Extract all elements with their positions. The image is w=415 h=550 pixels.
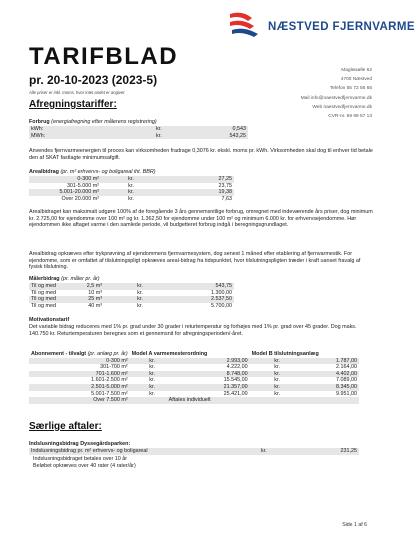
motiv-text: Det variable bidrag reduceres med 1% pr. grad under 30 grader i returtemperatur og forhøjes med 1% pr. grad over 45 grader. Dog maks. 140.750 kr. Returtemperaturen beregnes som et gennemsnit for afregningsperioden/-året. [29, 324, 357, 337]
abonnement-row [29, 364, 359, 371]
maaler-price: 1.300,00 [211, 289, 232, 296]
maaler-label: Målerbidrag [29, 276, 60, 282]
maaler-currency: kr. [137, 302, 143, 309]
abonnement-price-b: 8.345,00 [336, 383, 357, 390]
maaler-heading [29, 276, 100, 283]
areal-table [29, 176, 234, 202]
maaler-price: 5.700,00 [211, 302, 232, 309]
abonnement-currency-a: kr. [149, 390, 155, 397]
contact-phone: Telefon 55 72 56 65 [329, 86, 372, 92]
maaler-currency: kr. [137, 283, 143, 289]
maaler-label-cell: Til og med [31, 302, 56, 309]
areal-currency: kr. [128, 189, 134, 196]
abonnement-currency-a: kr. [149, 383, 155, 390]
abonnement-currency-b: kr. [274, 357, 280, 364]
areal-note: (pr. m² erhvervs- og boligareal iht. BBR) [60, 169, 156, 175]
areal-row [29, 189, 234, 196]
abonnement-individual: Aftales individuelt [168, 397, 211, 404]
forbrug-unit: MWh: [31, 132, 46, 139]
maaler-table [29, 283, 234, 309]
page-number: Side 1 af 6 [342, 522, 367, 528]
maaler-label-cell: Til og med [31, 289, 56, 296]
abonnement-header-row [29, 351, 359, 358]
abonnement-price-a: 8.748,00 [226, 370, 248, 377]
abonnement-currency-b: kr. [274, 390, 280, 397]
abonnement-currency-a: kr. [149, 357, 155, 364]
abonnement-row [29, 377, 359, 384]
contact-cvr: CVR-nr. 69 99 57 13 [328, 114, 372, 120]
abonnement-price-b: 9.951,00 [336, 390, 357, 397]
abonnement-row [29, 358, 359, 365]
abonnement-currency-b: kr. [274, 383, 280, 390]
maaler-size: 40 m³ [88, 302, 102, 309]
abonnement-empty [250, 397, 305, 404]
abonnement-range: 701-1.600 m² [95, 370, 128, 377]
abonnement-range: 1.601-2.500 m² [91, 377, 128, 384]
abonnement-currency-b: kr. [274, 370, 280, 377]
maaler-size: 25 m³ [88, 296, 102, 303]
areal-price: 7,63 [221, 195, 232, 202]
maaler-row [29, 283, 234, 290]
areal-price: 19,38 [218, 189, 232, 196]
abonnement-row-last [29, 397, 359, 404]
abonnement-col1-label: Abonnement - tilvalgt [31, 351, 87, 357]
abonnement-currency-b: kr. [274, 364, 280, 371]
logo-mark-icon [228, 10, 264, 40]
abonnement-price-b: 4.402,00 [336, 370, 357, 377]
abonnement-col3: Model B tilslutningsanlæg [251, 351, 319, 357]
logo-wordmark: NÆSTVED FJERNVARME [268, 21, 415, 33]
abonnement-range: 2.501-5.000 m² [91, 383, 128, 390]
maaler-size: 10 m³ [88, 289, 102, 296]
abonnement-price-a: 25.421,00 [223, 390, 248, 397]
forbrug-currency: kr. [156, 132, 162, 139]
forbrug-table [29, 126, 248, 139]
contact-mail[interactable]: Mail info@naestvedfjernvarme.dk [300, 95, 372, 101]
section-heading-saerlige: Særlige aftaler: [29, 421, 102, 432]
saerlige-line2: Indslusningsbidraget betales over 10 år [33, 456, 128, 462]
forbrug-unit: kWh: [31, 126, 44, 132]
saerlige-line1-price: 231,25 [340, 448, 357, 454]
abonnement-currency-a: kr. [149, 370, 155, 377]
saerlige-sub-label: Indslusningsbidrag Dyssegårdsparken: [29, 441, 131, 447]
section-heading-afregning: Afregningstariffer: [29, 99, 117, 110]
abonnement-currency-b: kr. [274, 377, 280, 384]
maaler-row [29, 290, 234, 297]
contact-city: 4700 Næstved [340, 77, 372, 83]
page-title: TARIFBLAD [29, 43, 179, 70]
abonnement-price-a: 4.222,00 [226, 364, 248, 371]
saerlige-row [29, 448, 359, 455]
maaler-price: 543,75 [215, 283, 232, 289]
abonnement-price-a: 2.993,00 [226, 357, 248, 364]
abonnement-price-b: 1.787,00 [336, 357, 357, 364]
forbrug-price: 543,25 [229, 132, 246, 139]
maaler-currency: kr. [137, 289, 143, 296]
forbrug-row [29, 126, 248, 133]
areal-currency: kr. [128, 176, 134, 182]
abonnement-price-b: 7.089,00 [336, 377, 357, 384]
abonnement-range: Over 7.500 m² [93, 397, 128, 404]
contact-block [301, 66, 372, 121]
abonnement-col2: Model A varmemesterordning [131, 351, 208, 357]
areal-text-2: Arealbidrag opkræves efter trykprøvning af ejendommens fjernvarmesystem, dog senest 1 måned efter etablering af fjernvarmestik. For ejendomme, som er omfattet af tilslutningspligt opkræves areal-bidrag fra tidspunktet, hvor tilslutningspligten træder i kraft uanset fravalg af fysisk tilslutning. [29, 251, 361, 271]
areal-currency: kr. [128, 195, 134, 202]
forbrug-label: Forbrug [29, 119, 50, 125]
abonnement-col1-note: (pr. anlæg pr. år) [87, 351, 128, 357]
abonnement-price-a: 21.357,00 [223, 383, 248, 390]
abonnement-row [29, 384, 359, 391]
abonnement-empty [305, 397, 359, 404]
abonnement-range: 0-300 m² [106, 357, 128, 364]
areal-currency: kr. [128, 182, 134, 189]
forbrug-heading [29, 119, 157, 126]
motiv-label: Motivationstarif [29, 317, 70, 323]
abonnement-row [29, 371, 359, 378]
maaler-label-cell: Til og med [31, 283, 56, 289]
abonnement-row [29, 391, 359, 398]
contact-web[interactable]: Web naestvedfjernvarme.dk [312, 104, 372, 110]
forbrug-note: (energiafregning efter målerens registrering) [51, 119, 157, 125]
abonnement-currency-a: kr. [149, 377, 155, 384]
maaler-size: 2,5 m³ [86, 283, 102, 289]
areal-range: 0-300 m² [77, 176, 99, 182]
abonnement-price-b: 2.164,00 [336, 364, 357, 371]
forbrug-text: Anvendes fjernvarmeenergien til proces kan virksomheden fradrage 0,3076 kr. ekskl. moms pr. kWh. Virksomheden skal dog til enhver tid betale den af SKAT fastlagte minimumsafgift. [29, 148, 373, 161]
contact-street: Magleмølle 62 [341, 68, 372, 73]
saerlige-line3: Beløbet opkræves over 40 rater (4 rater/år) [33, 463, 136, 469]
saerlige-line1-cur: kr. [261, 448, 267, 454]
abonnement-table [29, 351, 359, 404]
maaler-row [29, 303, 234, 310]
areal-row [29, 176, 234, 183]
forbrug-row [29, 133, 248, 140]
maaler-note: (pr. måler pr. år) [61, 276, 100, 282]
saerlige-line1: Indslusningsbidrag pr. m² erhvervs- og boligareal [31, 448, 148, 454]
price-note: Alle priser er inkl. moms, hvor intet andet er angivet [29, 90, 125, 95]
areal-price: 27,25 [218, 176, 232, 182]
abonnement-currency-a: kr. [149, 364, 155, 371]
abonnement-range: 5.001-7.500 m² [91, 390, 128, 397]
areal-range: 301-5.000 m² [66, 182, 99, 189]
forbrug-price: 0,543 [232, 126, 246, 132]
forbrug-currency: kr. [156, 126, 162, 132]
areal-row [29, 183, 234, 190]
areal-heading [29, 169, 156, 176]
areal-row [29, 196, 234, 203]
company-logo [228, 10, 415, 40]
maaler-row [29, 296, 234, 303]
abonnement-col1 [29, 351, 130, 358]
abonnement-range: 301-700 m² [100, 364, 128, 371]
areal-range: Over 20.000 m² [61, 195, 99, 202]
maaler-label-cell: Til og med [31, 296, 56, 303]
areal-price: 23,75 [218, 182, 232, 189]
areal-label: Arealbidrag [29, 169, 59, 175]
page-subtitle: pr. 20-10-2023 (2023-5) [29, 73, 158, 87]
abonnement-price-a: 15.545,00 [223, 377, 248, 384]
maaler-price: 2.537,50 [211, 296, 232, 303]
saerlige-table [29, 448, 359, 455]
areal-range: 5.001-20.000 m² [59, 189, 99, 196]
maaler-currency: kr. [137, 296, 143, 303]
areal-text-1: Arealbidraget kan maksimalt udgøre 100% af de foregående 3 års gennemsnitlige forbrug, omregnet med indeværende års priser, dog minimum kr. 2.725,00 for ejendomme over 100 m² og kr. 1.362,50 for ejendomme under 100 m² og minimum 6.000 kr. for erhvervsejendomme. Hør ejendommen ikke aftaget varme i den samlede periode, vil budgetteret forbrug indgå i beregningsgrundlaget. [29, 209, 373, 229]
